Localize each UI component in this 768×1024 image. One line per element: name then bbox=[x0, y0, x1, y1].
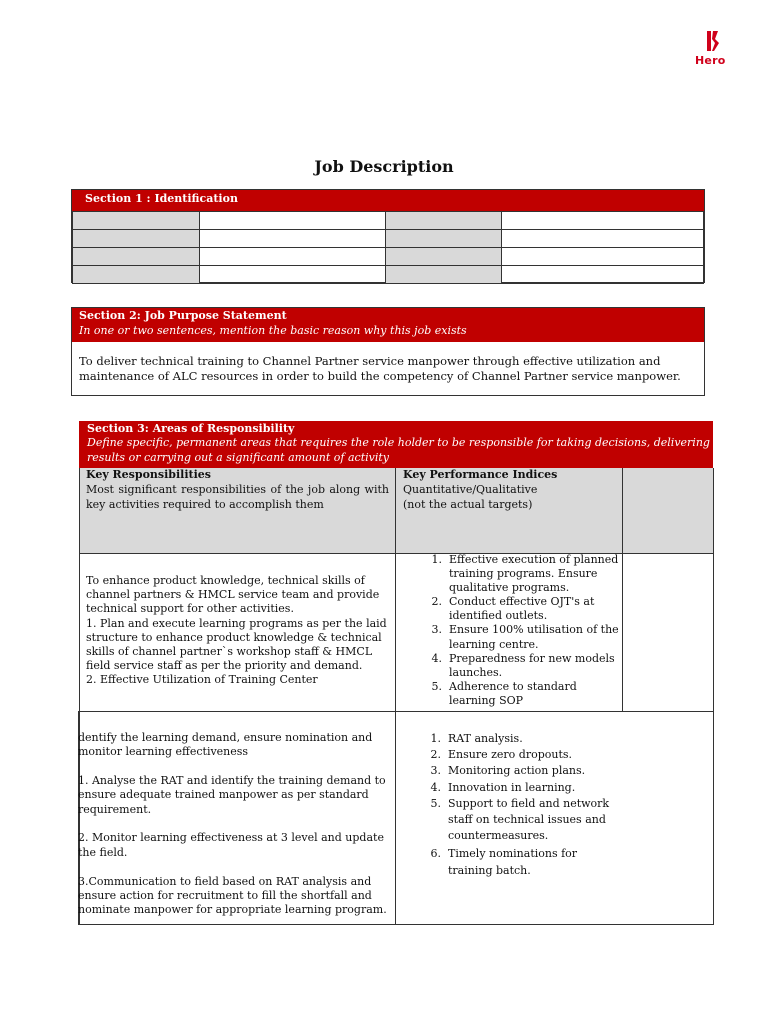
kpi-subtitle-2: (not the actual targets) bbox=[403, 498, 533, 511]
section2-subtitle: In one or two sentences, mention the basic reason why this job exists bbox=[79, 324, 467, 337]
kpi-list-1 bbox=[424, 553, 624, 708]
field-value-cell[interactable] bbox=[200, 212, 386, 230]
field-label-cell bbox=[73, 266, 200, 284]
list-item: 2. Conduct effective OJT's at identified outlets. bbox=[431, 595, 595, 623]
section-identification bbox=[71, 189, 705, 283]
responsibility-2 bbox=[78, 731, 392, 932]
field-value-cell[interactable] bbox=[200, 248, 386, 266]
kpi-header bbox=[403, 467, 618, 512]
section3-subtitle: Define specific, permanent areas that requires the role holder to be responsible for taking decisions, delivering results or carrying out a significant amount of activity bbox=[87, 436, 710, 464]
list-item: 4. Preparedness for new models launches. bbox=[431, 651, 615, 679]
table-row bbox=[73, 266, 704, 284]
field-value-cell[interactable] bbox=[200, 266, 386, 284]
field-label-cell bbox=[73, 248, 200, 266]
responsibility-2-para: 1. Analyse the RAT and identify the training demand to ensure adequate trained manpower as per standard requirement. bbox=[78, 774, 386, 816]
kpi-subtitle-1: Quantitative/Qualitative bbox=[403, 483, 538, 496]
list-item: 5. Adherence to standard learning SOP bbox=[431, 679, 577, 707]
list-item: 4. Innovation in learning. bbox=[430, 780, 576, 794]
section2-header bbox=[72, 308, 704, 342]
section2-title: Section 2: Job Purpose Statement bbox=[79, 309, 287, 322]
field-value-cell[interactable] bbox=[502, 248, 704, 266]
list-item: 2. Ensure zero dropouts. bbox=[430, 748, 573, 762]
field-label-cell bbox=[386, 266, 502, 284]
key-responsibilities-title: Key Responsibilities bbox=[86, 468, 211, 481]
responsibility-1 bbox=[86, 574, 388, 688]
kpi-list-2 bbox=[423, 731, 623, 879]
list-item: 1. Effective execution of planned training programs. Ensure qualitative programs. bbox=[431, 553, 619, 595]
table-row bbox=[73, 230, 704, 248]
job-purpose-text bbox=[79, 354, 699, 383]
field-label-cell bbox=[73, 230, 200, 248]
hero-logo bbox=[692, 30, 736, 70]
key-responsibilities-header bbox=[86, 467, 389, 512]
responsibility-2-para: 2. Monitor learning effectiveness at 3 level and update the field. bbox=[78, 831, 384, 859]
list-item: 1. RAT analysis. bbox=[430, 732, 523, 745]
col-header-right-bg bbox=[623, 468, 713, 553]
field-value-cell[interactable] bbox=[502, 266, 704, 284]
job-purpose-line: To deliver technical training to Channel Partner service manpower through effective utilization and bbox=[79, 354, 661, 368]
table-row bbox=[73, 212, 704, 230]
page-title: Job Description bbox=[314, 157, 454, 176]
identification-table bbox=[72, 211, 704, 284]
section-job-purpose bbox=[71, 307, 705, 396]
list-item: 3. Ensure 100% utilisation of the learning centre. bbox=[431, 623, 619, 651]
table-row bbox=[73, 248, 704, 266]
field-label-cell bbox=[386, 212, 502, 230]
field-value-cell[interactable] bbox=[200, 230, 386, 248]
job-purpose-line: maintenance of ALC resources in order to build the competency of Channel Partner service manpower. bbox=[79, 368, 681, 383]
grid-line bbox=[79, 468, 80, 711]
field-value-cell[interactable] bbox=[502, 230, 704, 248]
logo-text: Hero bbox=[695, 54, 726, 67]
list-item: 6. Timely nominations for training batch. bbox=[430, 847, 578, 877]
section3-title: Section 3: Areas of Responsibility bbox=[87, 422, 295, 435]
key-responsibilities-desc: Most significant responsibilities of the job along with key activities required to accomplish them bbox=[86, 483, 389, 511]
field-label-cell bbox=[73, 212, 200, 230]
responsibility-1-text: To enhance product knowledge, technical skills of channel partners & HMCL service team and provide technical support for other activities. 1. Plan and execute learning programs as per the laid structure to enhance product knowledge & technical skills of channel partner`s workshop staff & HMCL field service staff as per the priority and demand. 2. Effective Utilization of Training Center bbox=[86, 574, 387, 687]
field-label-cell bbox=[386, 230, 502, 248]
responsibility-2-para: dentify the learning demand, ensure nomination and monitor learning effectiveness bbox=[78, 731, 373, 759]
grid-line bbox=[79, 711, 714, 712]
list-item: 3. Monitoring action plans. bbox=[430, 764, 586, 778]
field-value-cell[interactable] bbox=[502, 212, 704, 230]
section1-header: Section 1 : Identification bbox=[72, 190, 704, 211]
responsibility-2-para: 3.Communication to field based on RAT analysis and ensure action for recruitment to fill the shortfall and nominate manpower for appropriate learning program. bbox=[78, 874, 387, 917]
list-item: 5. Support to field and network staff on technical issues and countermeasures. bbox=[430, 796, 610, 843]
section3-header bbox=[79, 421, 713, 468]
field-label-cell bbox=[386, 248, 502, 266]
hero-logo-icon bbox=[704, 30, 724, 52]
grid-line bbox=[713, 468, 714, 925]
kpi-title: Key Performance Indices bbox=[403, 468, 558, 481]
grid-line bbox=[395, 468, 396, 925]
